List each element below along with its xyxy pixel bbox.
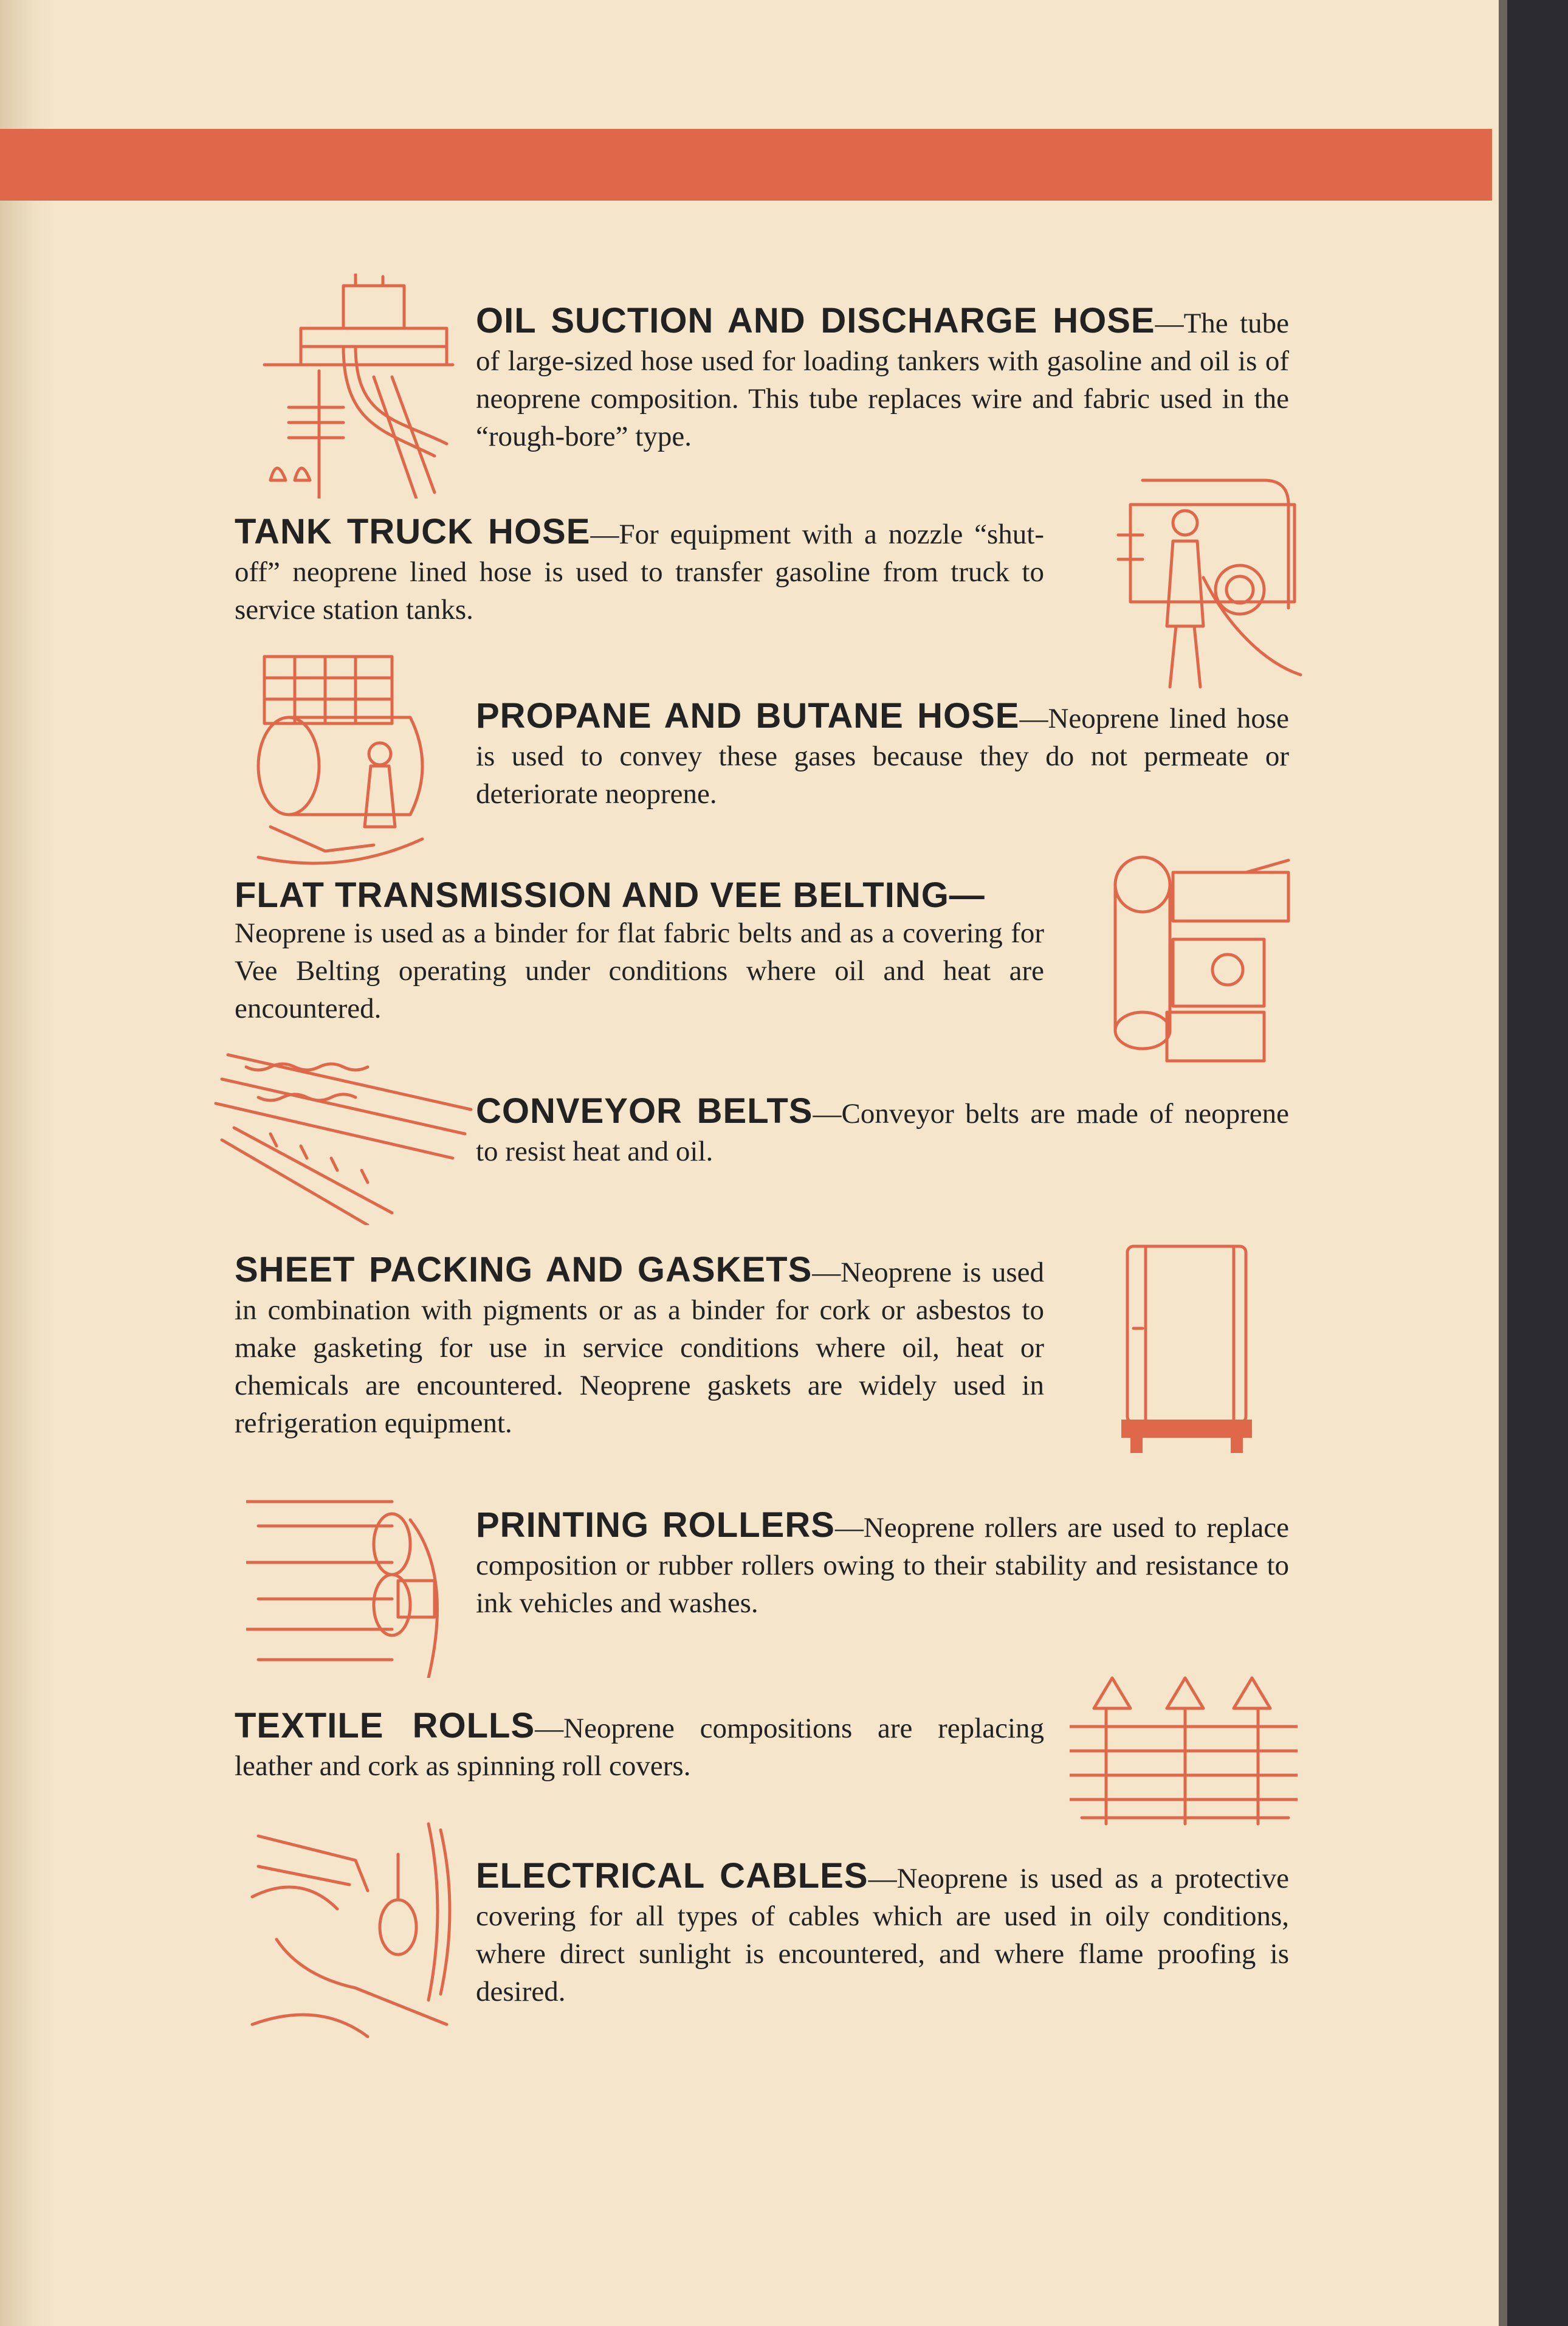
refrigerator-icon xyxy=(1115,1237,1258,1456)
entry-heading: CONVEYOR BELTS xyxy=(476,1091,813,1131)
entry-heading: SHEET PACKING AND GASKETS xyxy=(235,1250,813,1289)
entry-heading: PRINTING ROLLERS xyxy=(476,1505,835,1545)
entry-textile-rolls xyxy=(235,1707,1044,1785)
entry-belting xyxy=(235,877,1044,1027)
entry-electrical-cables xyxy=(476,1857,1289,2010)
entry-text: —The tube of large-sized hose used for loading tankers with gasoline and oil is of neoprene composition. This tube replaces wire and fabric used in the “rough-bore” type. xyxy=(476,308,1289,452)
tank-truck-attendant-icon xyxy=(1106,468,1307,693)
entry-oil-suction xyxy=(476,302,1289,455)
entry-heading: FLAT TRANSMISSION AND VEE BELTING— xyxy=(235,875,985,915)
page-edge xyxy=(1499,0,1507,2326)
printing-rollers-icon xyxy=(246,1483,465,1678)
page-spine xyxy=(0,0,56,2326)
entry-text: —Neoprene compositions are replacing leather and cork as spinning roll covers. xyxy=(235,1713,1044,1782)
belt-machine-icon xyxy=(1106,848,1295,1073)
tanker-hose-icon xyxy=(252,274,471,499)
propane-tank-icon xyxy=(252,644,441,869)
entry-text: —Neoprene is used as a protective covering for all types of cables which are used in oily conditions, where direct sunlight is encountered, and where flame proofing is desired. xyxy=(476,1863,1289,2007)
entry-sheet-packing xyxy=(235,1251,1044,1442)
entry-conveyor xyxy=(476,1092,1289,1170)
conveyor-belt-icon xyxy=(210,1043,489,1225)
entry-heading: TANK TRUCK HOSE xyxy=(235,512,591,551)
entry-text: —Neoprene rollers are used to replace composition or rubber rollers owing to their stability and resistance to ink vehicles and washes. xyxy=(476,1512,1290,1619)
entry-tank-truck xyxy=(235,513,1044,629)
spinning-rolls-icon xyxy=(1070,1660,1298,1830)
entry-text: —Neoprene is used in combination with pigments or as a binder for cork or asbestos to make gasketing for use in service conditions where oil, heat or chemicals are encountered. Neoprene gaskets are widely used in refrigeration equipment. xyxy=(235,1257,1044,1439)
entry-printing-rollers xyxy=(476,1506,1289,1622)
entry-propane xyxy=(476,697,1289,813)
entry-heading: PROPANE AND BUTANE HOSE xyxy=(476,696,1020,736)
entry-text: Neoprene is used as a binder for flat fabric belts and as a covering for Vee Belting operating under conditions where oil and heat are encountered. xyxy=(235,917,1044,1024)
cable-lamp-icon xyxy=(246,1818,474,2043)
entry-heading: TEXTILE ROLLS xyxy=(235,1706,535,1745)
entry-heading: ELECTRICAL CABLES xyxy=(476,1856,868,1896)
header-band xyxy=(0,129,1492,201)
entry-text: —Conveyor belts are made of neoprene to resist heat and oil. xyxy=(476,1098,1289,1167)
entry-heading: OIL SUCTION AND DISCHARGE HOSE xyxy=(476,301,1155,340)
entry-text: —For equipment with a nozzle “shut-off” neoprene lined hose is used to transfer gasoline from truck to service station tanks. xyxy=(235,519,1044,626)
entry-text: —Neoprene lined hose is used to convey these gases because they do not permeate or deteriorate neoprene. xyxy=(476,703,1289,810)
